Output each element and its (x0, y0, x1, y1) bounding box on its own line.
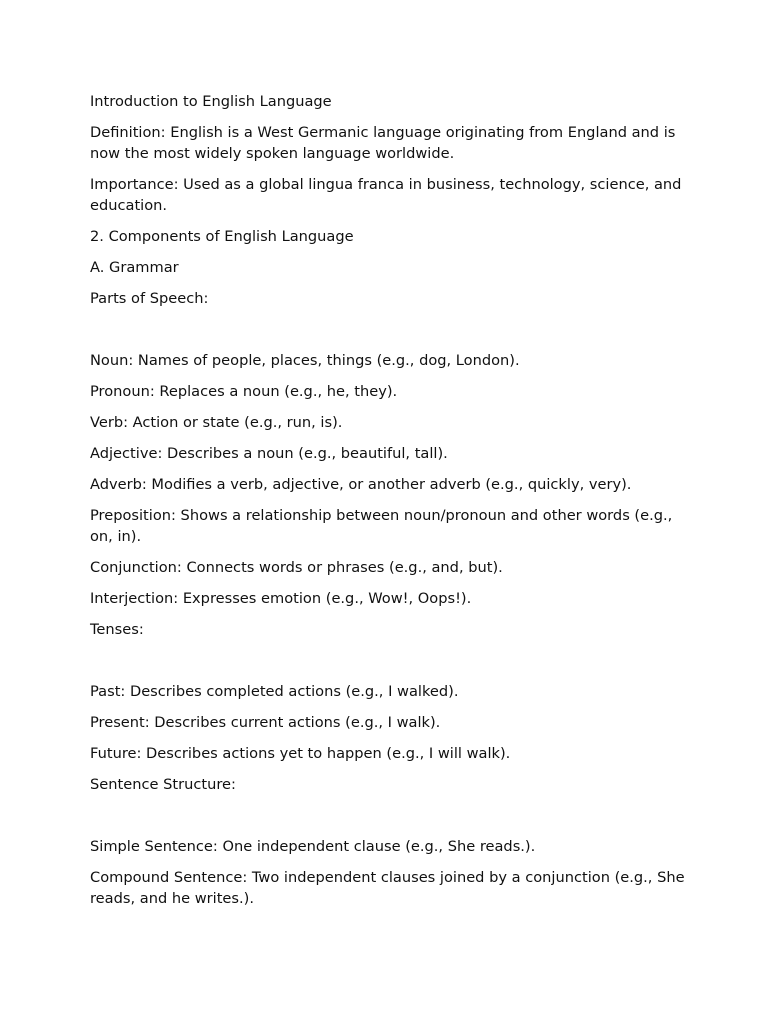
list-item-verb: Verb: Action or state (e.g., run, is). (90, 414, 343, 431)
document-body (90, 91, 690, 919)
list-item-past: Past: Describes completed actions (e.g., I walked). (90, 683, 459, 700)
subsection-heading-grammar: A. Grammar (90, 259, 179, 276)
list-item-future: Future: Describes actions yet to happen (e.g., I will walk). (90, 745, 511, 762)
blank-line (90, 650, 690, 671)
list-item-simple-sentence: Simple Sentence: One independent clause (e.g., She reads.). (90, 838, 536, 855)
parts-of-speech-heading: Parts of Speech: (90, 290, 209, 307)
document-title: Introduction to English Language (90, 93, 332, 110)
list-item-conjunction: Conjunction: Connects words or phrases (e.g., and, but). (90, 559, 503, 576)
list-item-present: Present: Describes current actions (e.g., I walk). (90, 714, 441, 731)
sentence-structure-heading: Sentence Structure: (90, 776, 236, 793)
list-item-adjective: Adjective: Describes a noun (e.g., beautiful, tall). (90, 445, 448, 462)
tenses-heading: Tenses: (90, 621, 144, 638)
list-item-compound-sentence: Compound Sentence: Two independent clauses joined by a conjunction (e.g., She reads, and he writes.). (90, 869, 685, 907)
section-heading-components: 2. Components of English Language (90, 228, 354, 245)
list-item-preposition: Preposition: Shows a relationship between noun/pronoun and other words (e.g., on, in). (90, 507, 673, 545)
blank-line (90, 805, 690, 826)
blank-line (90, 319, 690, 340)
list-item-noun: Noun: Names of people, places, things (e.g., dog, London). (90, 352, 520, 369)
definition-paragraph: Definition: English is a West Germanic language originating from England and is now the most widely spoken language worldwide. (90, 124, 676, 162)
list-item-pronoun: Pronoun: Replaces a noun (e.g., he, they). (90, 383, 398, 400)
list-item-adverb: Adverb: Modifies a verb, adjective, or another adverb (e.g., quickly, very). (90, 476, 632, 493)
list-item-interjection: Interjection: Expresses emotion (e.g., Wow!, Oops!). (90, 590, 472, 607)
importance-paragraph: Importance: Used as a global lingua franca in business, technology, science, and education. (90, 176, 682, 214)
